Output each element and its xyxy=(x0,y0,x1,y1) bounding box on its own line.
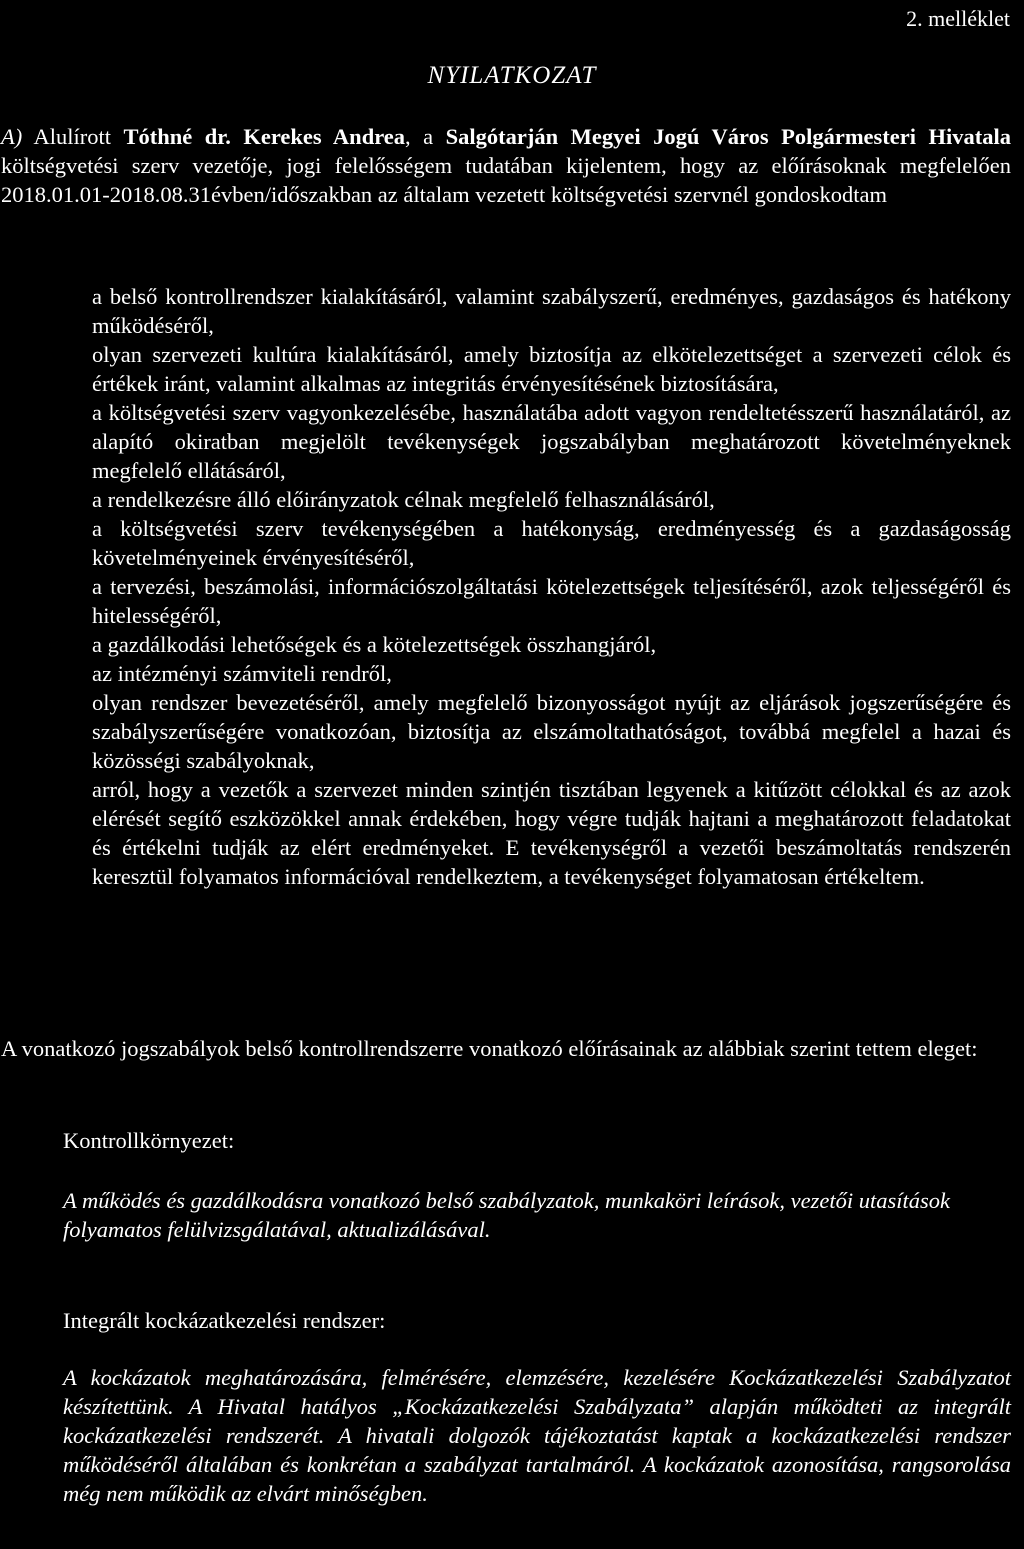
list-item: a tervezési, beszámolási, információszolgáltatási kötelezettségek teljesítéséről, azok teljességéről és hitelességéről, xyxy=(92,574,1011,628)
list-item: az intézményi számviteli rendről, xyxy=(92,661,392,686)
responsibility-list xyxy=(92,282,1011,891)
lead-text-3: költségvetési szerv vezetője, jogi felelősségem tudatában kijelentem, hogy az előírásoknak megfelelően 2018.01.01-2018.08.31évben/időszakban az általam vezetett költségvetési szervnél gondoskodtam xyxy=(1,153,1011,207)
list-item: arról, hogy a vezetők a szervezet minden szintjén tisztában legyenek a kitűzött célokkal és az azok elérését segítő eszközökkel annak érdekében, hogy végre tudják hajtani a meghatározott feladatokat és értékelni tudják az elért eredményeket. E tevékenységről a vezetői beszámoltatás rendszerén keresztül folyamatos információval rendelkeztem, a tevékenységet folyamatosan értékeltem. xyxy=(92,777,1011,889)
organization-name: Salgótarján Megyei Jogú Város Polgármesteri Hivatala xyxy=(445,124,1012,149)
compliance-intro: A vonatkozó jogszabályok belső kontrollrendszerre vonatkozó előírásainak az alábbiak szerint tettem eleget: xyxy=(1,1036,978,1061)
document-title: NYILATKOZAT xyxy=(427,62,597,89)
declarant-name: Tóthné dr. Kerekes Andrea xyxy=(123,124,406,149)
list-item: a gazdálkodási lehetőségek és a kötelezettségek összhangjáról, xyxy=(92,632,657,657)
declaration-lead xyxy=(1,122,1011,209)
section-heading-risk-management: Integrált kockázatkezelési rendszer: xyxy=(63,1308,386,1333)
list-item: a rendelkezésre álló előirányzatok célnak megfelelő felhasználásáról, xyxy=(92,487,715,512)
list-item: olyan rendszer bevezetéséről, amely megfelelő bizonyosságot nyújt az eljárások jogszerűségére és szabályszerűségére vonatkozóan, biztosítja az elszámoltathatóságot, továbbá megfelel a hazai és közösségi szabályoknak, xyxy=(92,690,1011,773)
section-heading-control-environment: Kontrollkörnyezet: xyxy=(63,1128,235,1153)
section-text-risk-management: A kockázatok meghatározására, felmérésére, elemzésére, kezelésére Kockázatkezelési Szabályzatot készítettünk. A Hivatal hatályos „Kockázatkezelési Szabályzata” alapján működteti az integrált kockázatkezelési rendszerét. A hivatali dolgozók tájékoztatást kaptak a kockázatkezelési rendszer működéséről általában és konkrétan a szabályzat tartalmáról. A kockázatok azonosítása, rangsorolása még nem működik az elvárt minőségben. xyxy=(63,1365,1011,1506)
list-item: olyan szervezeti kultúra kialakításáról, amely biztosítja az elkötelezettséget a szervezeti célok és értékek iránt, valamint alkalmas az integritás érvényesítésének biztosítására, xyxy=(92,342,1011,396)
section-marker: A) xyxy=(1,124,23,149)
attachment-label: 2. melléklet xyxy=(906,6,1010,31)
list-item: a belső kontrollrendszer kialakításáról, valamint szabályszerű, eredményes, gazdaságos és hatékony működéséről, xyxy=(92,284,1011,338)
lead-text-1: Alulírott xyxy=(33,124,112,149)
lead-text-2: , a xyxy=(405,124,434,149)
section-text-control-environment: A működés és gazdálkodásra vonatkozó belső szabályzatok, munkaköri leírások, vezetői utasítások folyamatos felülvizsgálatával, aktualizálásával. xyxy=(63,1188,950,1242)
list-item: a költségvetési szerv vagyonkezelésébe, használatába adott vagyon rendeltetésszerű használatáról, az alapító okiratban megjelölt tevékenységek jogszabályban meghatározott követelményeknek megfelelő ellátásáról, xyxy=(92,400,1011,483)
list-item: a költségvetési szerv tevékenységében a hatékonyság, eredményesség és a gazdaságosság követelményeinek érvényesítéséről, xyxy=(92,516,1011,570)
